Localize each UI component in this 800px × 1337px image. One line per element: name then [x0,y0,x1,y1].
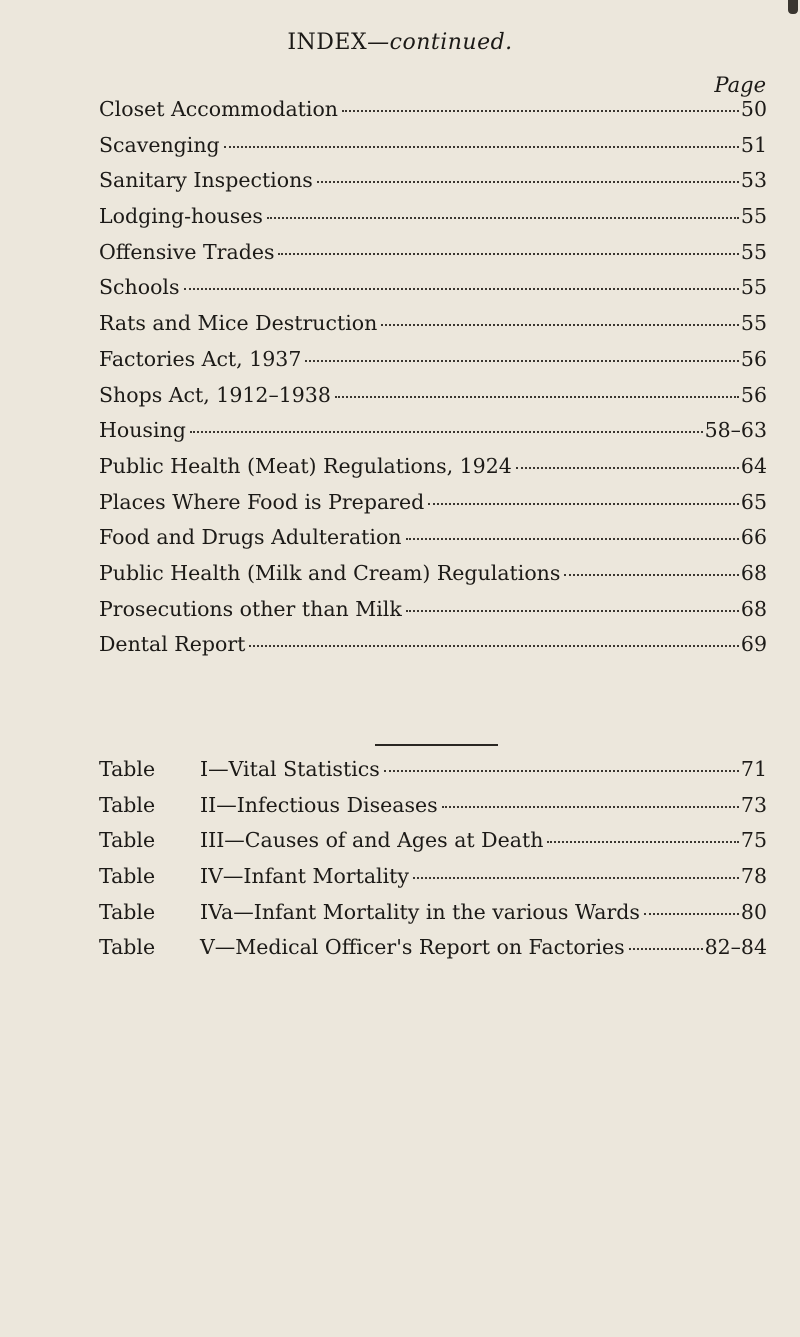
table-word: Table [99,828,156,853]
table-entry [99,935,767,971]
index-entry [99,454,767,490]
dot-leader [644,913,739,915]
table-label: IVa—Infant Mortality in the various Wards [200,899,640,924]
entry-label: Dental Report [99,632,246,657]
dot-leader [278,253,738,255]
entry-page: 55 [740,204,767,229]
dot-leader [413,877,739,879]
index-entry [99,240,767,276]
index-entry [99,383,767,419]
page-column-label: Page [714,73,766,97]
index-entry [99,347,767,383]
dot-leader [224,146,739,148]
table-word: Table [99,757,156,781]
entry-page: 55 [740,239,767,264]
entry-label: Offensive Trades [99,239,275,264]
index-entry [99,597,767,633]
table-entries-list [99,757,767,971]
dot-leader [267,217,739,219]
entry-page: 64 [740,453,767,478]
table-page: 75 [740,828,767,853]
dot-leader [516,467,739,469]
entry-page: 53 [740,168,767,193]
dot-leader [629,948,703,950]
table-label: III—Causes of and Ages at Death [200,828,544,853]
entry-label: Places Where Food is Prepared [99,489,425,514]
entry-page: 55 [740,275,767,300]
dot-leader [564,574,739,576]
entry-label: Prosecutions other than Milk [99,596,402,621]
entry-label: Public Health (Meat) Regulations, 1924 [99,453,512,478]
entry-label: Food and Drugs Adulteration [99,525,402,550]
dot-leader [305,360,739,362]
page-corner-mark [788,0,798,14]
table-word: Table [99,899,156,924]
table-page: 78 [740,864,767,889]
dot-leader [406,538,739,540]
table-entry [99,864,767,900]
entry-label: Sanitary Inspections [99,168,313,193]
table-entry [99,828,767,864]
entry-page: 68 [740,560,767,585]
entry-label: Lodging-houses [99,204,263,229]
heading-continued: —continued. [367,30,513,55]
table-word: Table [99,864,156,889]
index-entry [99,133,767,169]
index-entry [99,204,767,240]
table-page: 80 [740,899,767,924]
table-label: II—Infectious Diseases [200,792,438,817]
index-entries-list [99,97,767,668]
dot-leader [381,324,739,326]
entry-page: 50 [740,97,767,121]
dot-leader [317,181,739,183]
table-entry [99,793,767,829]
table-entry [99,757,767,793]
index-entry [99,418,767,454]
entry-label: Schools [99,275,180,300]
table-page: 73 [740,792,767,817]
table-label: IV—Infant Mortality [200,864,409,889]
entry-label: Closet Accommodation [99,97,339,121]
dot-leader [184,288,739,290]
dot-leader [384,770,739,772]
entry-page: 56 [740,346,767,371]
entry-label: Housing [99,418,186,443]
dot-leader [190,431,703,433]
index-entry [99,632,767,668]
section-divider [375,744,498,746]
entry-label: Shops Act, 1912–1938 [99,382,331,407]
index-entry [99,561,767,597]
table-word: Table [99,935,156,960]
entry-page: 51 [740,132,767,157]
table-entry [99,900,767,936]
entry-page: 66 [740,525,767,550]
entry-label: Factories Act, 1937 [99,346,302,371]
dot-leader [547,841,739,843]
entry-label: Scavenging [99,132,220,157]
entry-page: 55 [740,311,767,336]
index-entry [99,311,767,347]
entry-page: 58–63 [704,418,767,443]
entry-label: Rats and Mice Destruction [99,311,378,336]
heading-title: INDEX [287,30,368,55]
table-page: 82–84 [704,935,767,960]
entry-page: 56 [740,382,767,407]
entry-page: 69 [740,632,767,657]
entry-page: 68 [740,596,767,621]
index-entry [99,525,767,561]
entry-label: Public Health (Milk and Cream) Regulations [99,560,561,585]
dot-leader [249,645,739,647]
table-label: I—Vital Statistics [200,757,380,781]
page-heading [0,30,800,55]
entry-page: 65 [740,489,767,514]
dot-leader [342,110,739,112]
index-entry [99,168,767,204]
table-word: Table [99,792,156,817]
dot-leader [406,610,739,612]
dot-leader [335,396,739,398]
index-entry [99,97,767,133]
table-label: V—Medical Officer's Report on Factories [200,935,625,960]
table-page: 71 [740,757,767,781]
dot-leader [442,806,739,808]
index-entry [99,490,767,526]
index-entry [99,275,767,311]
dot-leader [428,503,739,505]
